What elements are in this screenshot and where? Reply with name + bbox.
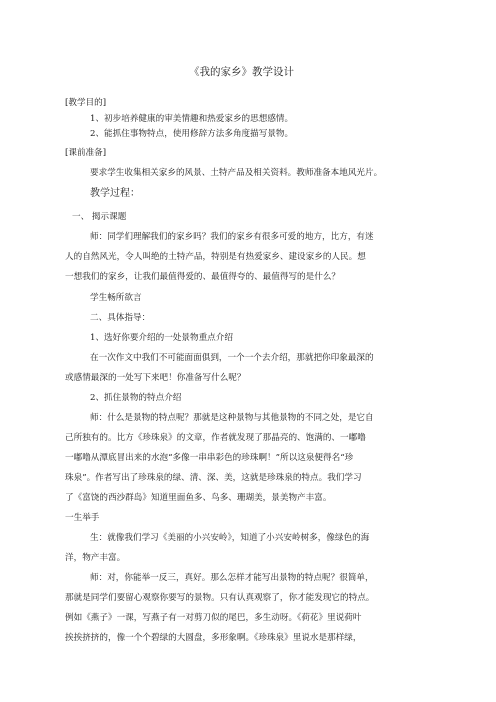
objective-item-1: 1、初步培养健康的审美情趣和热爱家乡的思想感情。 xyxy=(90,114,294,124)
paragraph-line: 一想我们的家乡，让我们最值得爱的、最值得夸的、最值得写的是什么？ xyxy=(65,272,341,282)
paragraph-line: 那就是同学们要留心观察你要写的景物。只有认真观察了，你才能发现它的特点。 xyxy=(65,593,375,603)
paragraph-line: 或感情最深的一处写下来吧！你准备写什么呢？ xyxy=(65,373,246,383)
paragraph-line: 师：对，你能举一反三，真好。那么怎样才能写出景物的特点呢？很简单， xyxy=(90,573,374,583)
paragraph-line: 学生畅所欲言 xyxy=(90,293,142,303)
section-heading-process: 教学过程： xyxy=(90,188,140,199)
paragraph-line: 在一次作文中我们不可能面面俱到，一个一个去介绍，那就把你印象最深的 xyxy=(90,353,374,363)
paragraph-line: 珠泉”。作者写出了珍珠泉的绿、清、深、美，这就是珍珠泉的特点。我们学习 xyxy=(65,473,362,483)
step-heading-2: 二、具体指导： xyxy=(90,313,151,323)
paragraph-line: 一生举手 xyxy=(65,513,100,523)
sub-heading-2: 2、抓住景物的特点介绍 xyxy=(90,393,182,403)
paragraph-line: 师：同学们理解我们的家乡吗？我们的家乡有很多可爱的地方，比方，有迷 xyxy=(90,232,374,242)
paragraph-line: 洋，物产丰富。 xyxy=(65,553,126,563)
paragraph-line: 生：就像我们学习《美丽的小兴安岭》，知道了小兴安岭树多，像绿色的海 xyxy=(90,533,370,543)
paragraph-line: 例如《燕子》一课，写燕子有一对剪刀似的尾巴，多生动呀。《荷花》里说荷叶 xyxy=(65,613,362,623)
paragraph-line: 己所独有的。比方《珍珠泉》的文章，作者就发现了那晶亮的、饱满的、一嘟噜 xyxy=(65,433,366,443)
paragraph-line: 师：什么是景物的特点呢？那就是这种景物与其他景物的不同之处，是它自 xyxy=(90,413,374,423)
step-heading-1: 一、 揭示课题 xyxy=(72,212,127,222)
preparation-text: 要求学生收集相关家乡的风景、土特产品及相关资料。教师准备本地风光片。 xyxy=(90,168,383,178)
section-heading-objectives: [教学目的] xyxy=(65,98,107,108)
objective-item-2: 2、能抓住事物特点，使用修辞方法多角度描写景物。 xyxy=(90,129,294,139)
section-heading-preparation: [课前准备] xyxy=(65,148,107,158)
document-title: 《我的家乡》教学设计 xyxy=(189,66,294,78)
paragraph-line: 了《富饶的西沙群岛》知道里面鱼多、鸟多、珊瑚美，景美物产丰富。 xyxy=(65,493,332,503)
paragraph-line: 人的自然风光，令人叫绝的土特产品，特别是有热爱家乡、建设家乡的人民。想 xyxy=(65,252,366,262)
paragraph-line: 挨挨挤挤的，像一个个碧绿的大圆盘，多形象啊。《珍珠泉》里说水是那样绿， xyxy=(65,633,362,643)
sub-heading-1: 1、选好你要介绍的一处景物重点介绍 xyxy=(90,333,233,343)
paragraph-line: 一嘟噜从潭底冒出来的水泡“多像一串串彩色的珍珠啊！”所以这泉便得名“珍 xyxy=(65,453,354,463)
